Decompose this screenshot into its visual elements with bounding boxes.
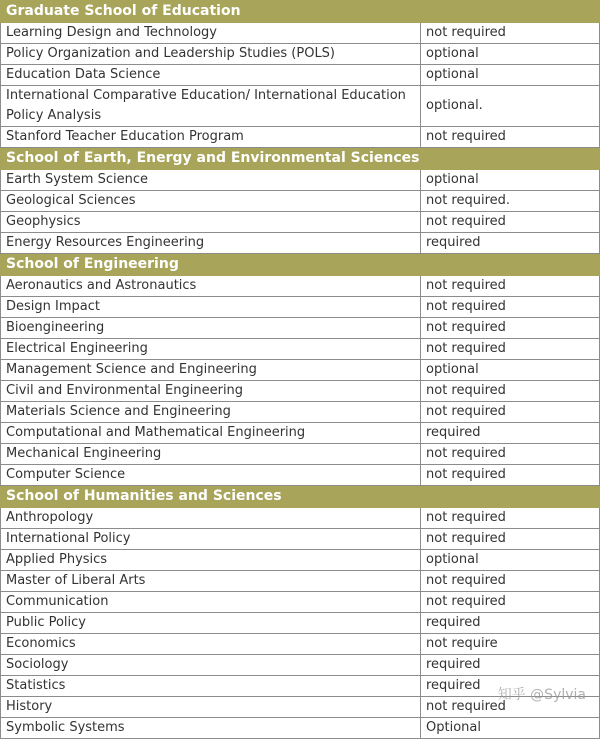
table-row	[1, 170, 600, 191]
program-name: Computer Science	[1, 465, 421, 486]
requirement-status: optional.	[421, 86, 600, 127]
program-name: Communication	[1, 592, 421, 613]
table-row	[1, 634, 600, 655]
table-row	[1, 276, 600, 297]
table-row	[1, 381, 600, 402]
requirement-status: required	[421, 655, 600, 676]
table-row	[1, 465, 600, 486]
table-row	[1, 444, 600, 465]
requirement-status: optional	[421, 550, 600, 571]
table-row	[1, 592, 600, 613]
program-name: Civil and Environmental Engineering	[1, 381, 421, 402]
program-name: Design Impact	[1, 297, 421, 318]
section-title: Graduate School of Education	[1, 1, 600, 23]
table-row	[1, 339, 600, 360]
table-row	[1, 127, 600, 148]
requirement-status: Optional	[421, 718, 600, 739]
program-name: Electrical Engineering	[1, 339, 421, 360]
table-row	[1, 23, 600, 44]
requirement-status: not required.	[421, 191, 600, 212]
program-name: Aeronautics and Astronautics	[1, 276, 421, 297]
section-header-row	[1, 254, 600, 276]
section-title: School of Engineering	[1, 254, 600, 276]
table-row	[1, 655, 600, 676]
program-name: History	[1, 697, 421, 718]
table-row	[1, 212, 600, 233]
requirement-status: required	[421, 613, 600, 634]
program-name: Bioengineering	[1, 318, 421, 339]
requirement-status: not required	[421, 402, 600, 423]
table-row	[1, 613, 600, 634]
program-name: Mechanical Engineering	[1, 444, 421, 465]
program-name: Earth System Science	[1, 170, 421, 191]
requirement-status: not required	[421, 444, 600, 465]
table-row	[1, 191, 600, 212]
requirement-status: not required	[421, 592, 600, 613]
program-name: International Comparative Education/ International Education Policy Analysis	[1, 86, 421, 127]
requirement-status: not required	[421, 276, 600, 297]
requirement-status: not required	[421, 297, 600, 318]
table-row	[1, 233, 600, 254]
requirement-status: not required	[421, 571, 600, 592]
program-name: Geophysics	[1, 212, 421, 233]
section-title: School of Earth, Energy and Environmental Sciences	[1, 148, 600, 170]
table-row	[1, 423, 600, 444]
program-name: International Policy	[1, 529, 421, 550]
program-name: Stanford Teacher Education Program	[1, 127, 421, 148]
requirement-status: not required	[421, 697, 600, 718]
program-name: Sociology	[1, 655, 421, 676]
program-name: Education Data Science	[1, 65, 421, 86]
requirement-status: not required	[421, 318, 600, 339]
program-name: Economics	[1, 634, 421, 655]
requirement-status: not required	[421, 508, 600, 529]
program-name: Computational and Mathematical Engineering	[1, 423, 421, 444]
table-row	[1, 318, 600, 339]
table-row	[1, 360, 600, 381]
program-name: Materials Science and Engineering	[1, 402, 421, 423]
program-name: Management Science and Engineering	[1, 360, 421, 381]
section-header-row	[1, 1, 600, 23]
table-row	[1, 44, 600, 65]
program-name: Geological Sciences	[1, 191, 421, 212]
table-row	[1, 571, 600, 592]
requirement-status: not required	[421, 339, 600, 360]
watermark: 知乎 @Sylvia	[497, 687, 586, 703]
requirement-status: not required	[421, 465, 600, 486]
requirement-status: required	[421, 676, 600, 697]
requirement-status: optional	[421, 360, 600, 381]
program-name: Symbolic Systems	[1, 718, 421, 739]
program-name: Public Policy	[1, 613, 421, 634]
table-row	[1, 529, 600, 550]
program-name: Master of Liberal Arts	[1, 571, 421, 592]
table-row	[1, 65, 600, 86]
table-row	[1, 402, 600, 423]
requirement-status: optional	[421, 44, 600, 65]
program-name: Energy Resources Engineering	[1, 233, 421, 254]
table-row	[1, 550, 600, 571]
table-body	[1, 1, 600, 739]
program-name: Statistics	[1, 676, 421, 697]
section-title: School of Humanities and Sciences	[1, 486, 600, 508]
table-row	[1, 508, 600, 529]
program-name: Anthropology	[1, 508, 421, 529]
program-name: Learning Design and Technology	[1, 23, 421, 44]
requirement-status: not required	[421, 127, 600, 148]
table-row	[1, 86, 600, 127]
requirement-status: not required	[421, 529, 600, 550]
requirement-status: required	[421, 233, 600, 254]
section-header-row	[1, 148, 600, 170]
program-name: Policy Organization and Leadership Studies (POLS)	[1, 44, 421, 65]
section-header-row	[1, 486, 600, 508]
requirement-status: not required	[421, 23, 600, 44]
program-name: Applied Physics	[1, 550, 421, 571]
requirement-status: not required	[421, 212, 600, 233]
requirement-status: optional	[421, 65, 600, 86]
requirement-status: required	[421, 423, 600, 444]
requirement-status: not required	[421, 381, 600, 402]
table-row	[1, 297, 600, 318]
requirement-status: not require	[421, 634, 600, 655]
requirement-status: optional	[421, 170, 600, 191]
